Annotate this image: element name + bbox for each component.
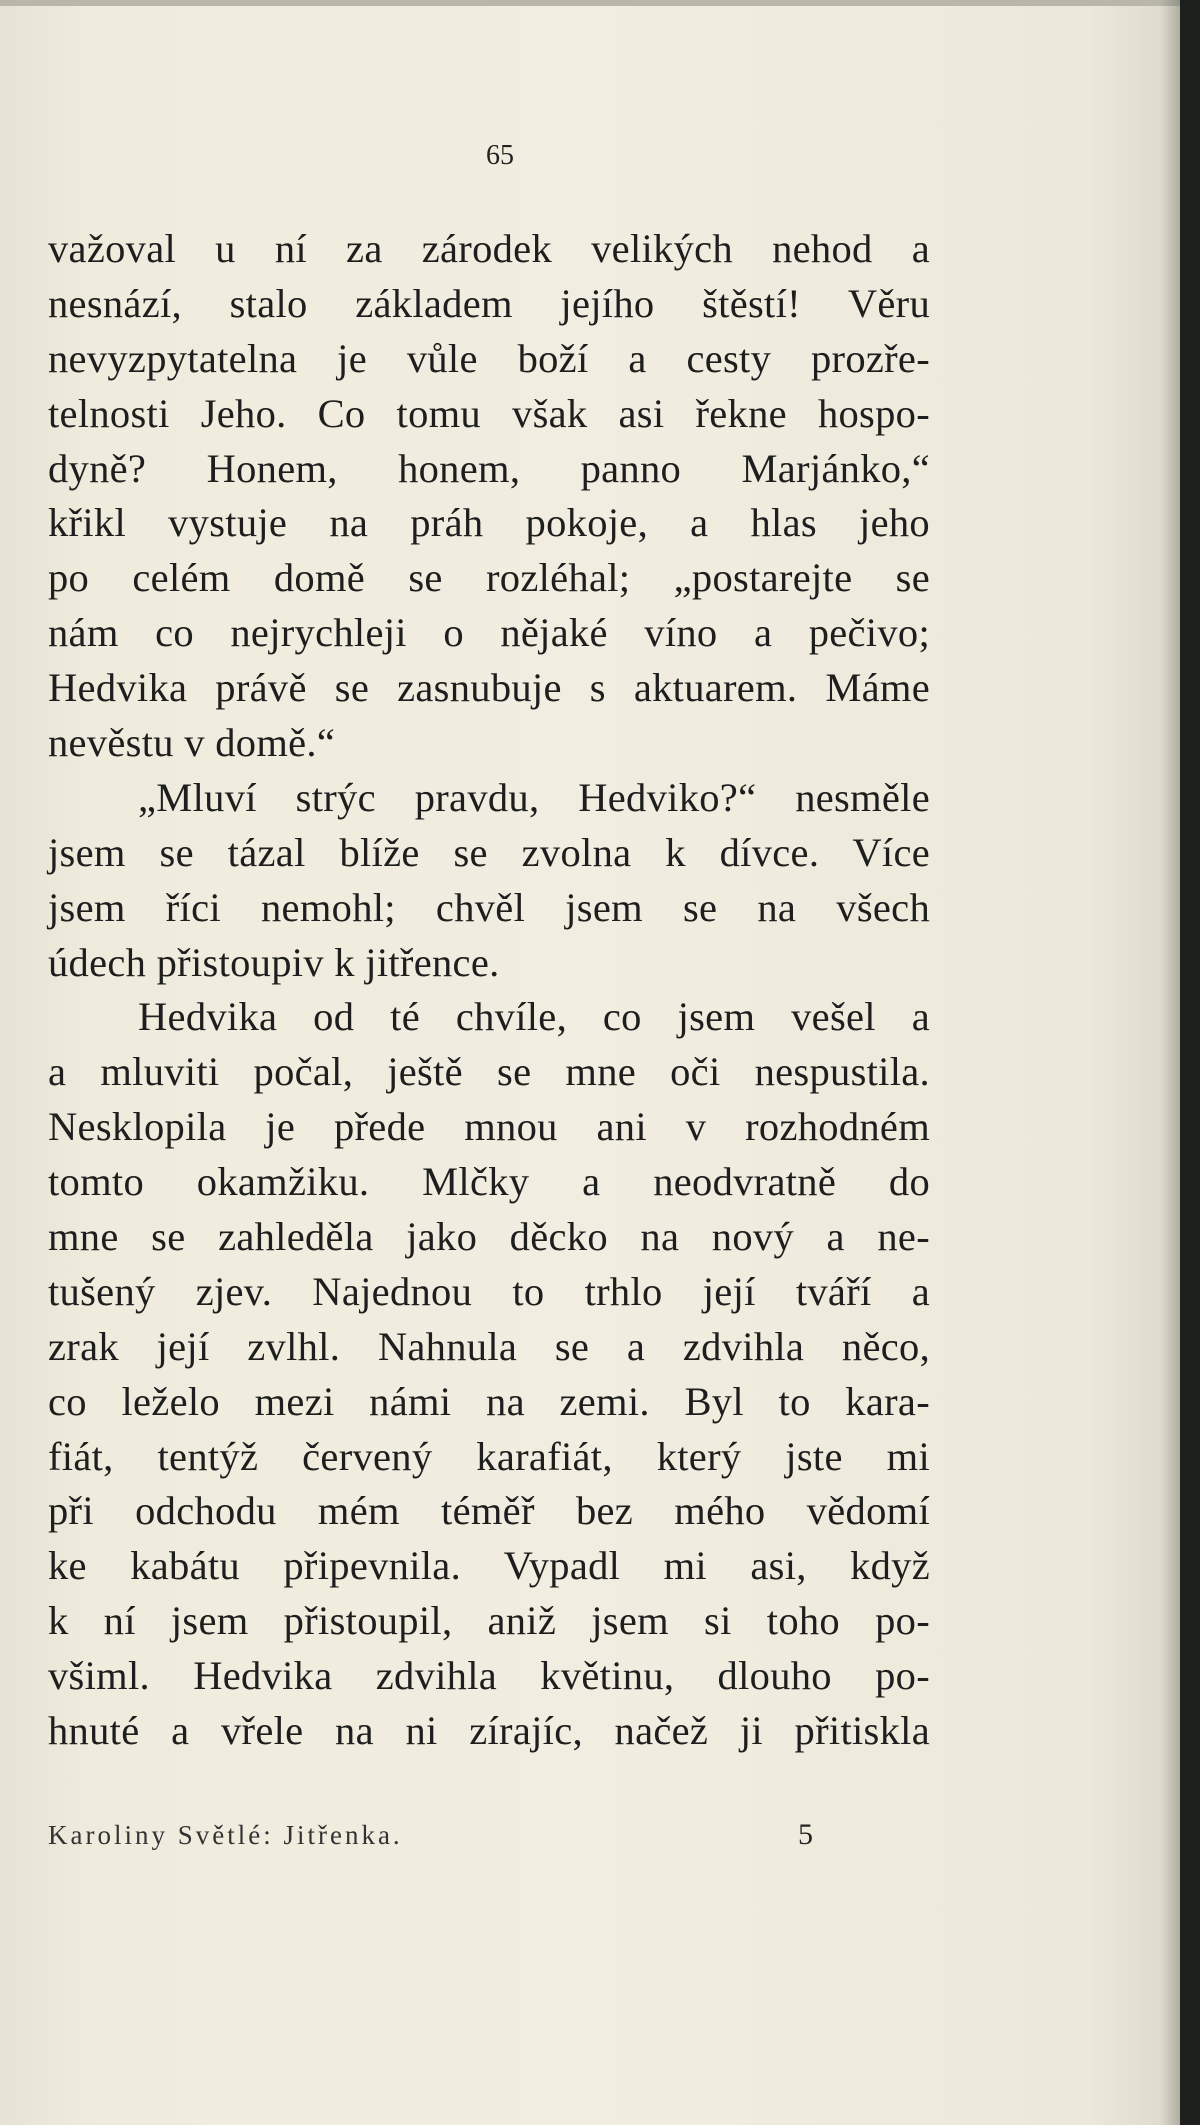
page-edge <box>1160 0 1180 2125</box>
body-text <box>48 222 930 1759</box>
text-line-28: hnuté a vřele na ni zírajíc, načež ji přitiskla <box>48 1708 930 1754</box>
text-line-24: při odchodu mém téměř bez mého vědomí <box>48 1488 930 1534</box>
text-line-16: a mluviti počal, ještě se mne oči nespustila. <box>48 1049 930 1095</box>
text-line-26: k ní jsem přistoupil, aniž jsem si toho po- <box>48 1598 930 1644</box>
text-line-11: „Mluví strýc pravdu, Hedviko?“ nesměle <box>138 774 930 820</box>
text-line-20: tušený zjev. Najednou to trhlo její tváří a <box>48 1268 930 1314</box>
page-number: 65 <box>486 140 514 171</box>
text-line-12: jsem se tázal blíže se zvolna k dívce. Více <box>48 829 930 875</box>
text-line-1: važoval u ní za zárodek velikých nehod a <box>48 226 930 271</box>
text-line-27: všiml. Hedvika zdvihla květinu, dlouho po- <box>48 1653 930 1699</box>
text-line-18: tomto okamžiku. Mlčky a neodvratně do <box>48 1159 930 1205</box>
signature-mark: 5 <box>798 1818 813 1851</box>
text-line-8: nám co nejrychleji o nějaké víno a pečivo; <box>48 610 930 656</box>
text-line-15: Hedvika od té chvíle, co jsem vešel a <box>138 994 930 1040</box>
text-line-19: mne se zahleděla jako děcko na nový a ne- <box>48 1214 930 1260</box>
text-line-13: jsem říci nemohl; chvěl jsem se na všech <box>48 884 930 930</box>
text-line-14: údech přistoupiv k jitřence. <box>48 939 500 985</box>
text-line-2: nesnází, stalo základem jejího štěstí! Věru <box>48 280 930 326</box>
text-line-25: ke kabátu připevnila. Vypadl mi asi, když <box>48 1543 930 1589</box>
text-line-4: telnosti Jeho. Co tomu však asi řekne hospo- <box>48 390 930 436</box>
text-line-6: křikl vystuje na práh pokoje, a hlas jeho <box>48 500 930 546</box>
text-line-7: po celém domě se rozléhal; „postarejte se <box>48 555 930 601</box>
text-line-3: nevyzpytatelna je vůle boží a cesty prozře- <box>48 335 930 381</box>
text-line-23: fiát, tentýž červený karafiát, který jste mi <box>48 1433 930 1479</box>
text-line-17: Nesklopila je přede mnou ani v rozhodném <box>48 1104 930 1150</box>
text-line-5: dyně? Honem, honem, panno Marjánko,“ <box>48 445 930 491</box>
text-line-22: co leželo mezi námi na zemi. Byl to kara- <box>48 1378 930 1424</box>
text-line-21: zrak její zvlhl. Nahnula se a zdvihla něco, <box>48 1323 930 1369</box>
footer-running-title: Karoliny Světlé: Jitřenka. <box>48 1820 403 1850</box>
text-line-9: Hedvika právě se zasnubuje s aktuarem. Máme <box>48 665 930 711</box>
text-line-10: nevěstu v domě.“ <box>48 720 336 766</box>
